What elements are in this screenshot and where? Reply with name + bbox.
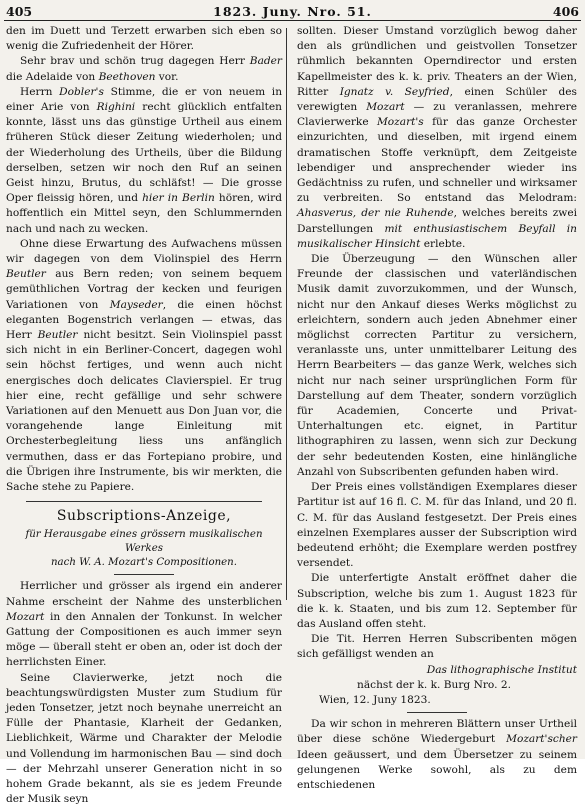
header-rule — [4, 20, 581, 21]
short-rule — [407, 712, 467, 713]
column-divider — [286, 28, 287, 600]
paragraph: Sehr brav und schön trug dagegen Herr Bader die Adelaide von Beethoven vor. — [6, 55, 282, 83]
short-rule — [114, 574, 174, 575]
page-number-right: 406 — [552, 4, 579, 19]
paragraph: den im Duett und Terzett erwarben sich eben so wenig die Zufriedenheit der Hörer. — [6, 25, 282, 53]
section-heading: Subscriptions-Anzeige, — [56, 508, 232, 525]
paragraph: Herrn Dobler's Stimme, die er von neuem in einer Arie von Righini recht glücklich entfalten konnte, lässt uns das günstige Urtheil aus einem früheren Stück dieser Zeitung wiederholen; und der Wiederholung des Urtheils, über die Bildung derselben, setzen wir noch den Ruf an seinen Geist hinzu, Brutus, du schläfst! — Die grosse Oper fleissig hören, und hier in Berlin hören, wird hoffentlich ein Mittel seyn, den Schlummernden nach und nach zu wecken. — [6, 85, 283, 235]
paragraph: Die unterfertigte Anstalt eröffnet daher die Subscription, welche bis zum 1. August 1823 für die k. k. Staaten, und bis zum 12. September für das Ausland offen steht. — [297, 572, 577, 630]
paragraph: Herrlicher und grösser als irgend ein anderer Nahme erscheint der Nahme des unsterblichen Mozart in den Annalen der Tonkunst. In welcher Gattung der Compositionen es auch immer seyn möge — überall steht er oben an, oder ist doch der herrlichsten Einer. — [6, 580, 282, 669]
issue-title: 1823. Juny. Nro. 51. — [213, 4, 372, 19]
paragraph: Die Tit. Herren Herren Subscribenten mögen sich gefälligst wenden an — [297, 633, 577, 661]
left-column — [6, 24, 282, 807]
signature-institute: Das lithographische Institut — [426, 663, 577, 676]
section-subheading: nach W. A. Mozart's Compositionen. — [51, 557, 237, 569]
date-line: Wien, 12. Juny 1823. — [319, 693, 431, 706]
page-header — [0, 2, 585, 22]
paragraph: Da wir schon in mehreren Blättern unser Urtheil über diese schöne Wiedergeburt Mozart'scher Ideen geäussert, und dem Übersetzer zu seinem gelungenen Werke sowohl, als zu dem entschiedenen — [297, 718, 577, 791]
paragraph: Ohne diese Erwartung des Aufwachens müssen wir dagegen von dem Violinspiel des Herrn Beutler aus Bern reden; von seinem bequem gemüthlichen Vortrag der kecken und feurigen Variationen von Mayseder, die einen höchst eleganten Bogenstrich verlangen — etwas, das Herr Beutler nicht besitzt. Sein Violinspiel passt sich nicht in ein Berliner-Concert, dagegen wohl sein höchst fertiges, und wenn auch nicht energisches doch delicates Clavierspiel. Er trug hier eine, recht gefällige und sehr schwere Variationen auf den Menuett aus Don Juan vor, die vorangehende lange Einleitung mit Orchesterbegleitung liess uns anfänglich vermuthen, dass er das Fortepiano probire, und die Übrigen ihre Instrumente, bis wir merkten, die Sache stehe zu Papiere. — [6, 237, 282, 494]
section-subheading: für Herausgabe eines grössern musikalischen Werkes — [25, 529, 263, 555]
page-number-left: 405 — [6, 4, 33, 19]
right-column — [297, 24, 577, 793]
paragraph: Seine Clavierwerke, jetzt noch die beachtungswürdigsten Muster zum Studium für jeden Tonsetzer, jetzt noch beynahe unerreicht an Fülle der Phantasie, Klarheit der Gedanken, Lieblichkeit, Wärme und Charakter der Melodie und Vollendung im harmonischen Bau — sind doch — der Mehrzahl unserer Generation nicht in so hohem Grade bekannt, als sie es jedem Freunde der Musik seyn — [6, 671, 282, 806]
section-rule — [26, 501, 262, 502]
signature-address: nächst der k. k. Burg Nro. 2. — [357, 678, 511, 691]
paragraph: Der Preis eines vollständigen Exemplares dieser Partitur ist auf 16 fl. C. M. für das Inland, und 20 fl. C. M. für das Ausland festgesetzt. Der Preis eines einzelnen Exemplares ausser der Subscription wird bedeutend erhöht; die Exemplare werden postfrey versendet. — [297, 481, 577, 570]
paragraph: Die Überzeugung — den Wünschen aller Freunde der classischen und vaterländischen Musik damit zuvorzukommen, und der Wunsch, nicht nur den Ankauf dieses Werks möglichst zu erleichtern, sondern auch jeden Abnehmer einer möglichst correcten Partitur zu versichern, veranlasste uns, unter unmittelbarer Leitung des Herrn Bearbeiters — das ganze Werk, welches sich nicht nur nach seiner ursprünglichen Form für Darstellung auf dem Theater, sondern vorzüglich für Academien, Concerte und Privat-Unterhaltungen etc. eignet, in Partitur lithographiren zu lassen, wenn sich zur Deckung der sehr bedeutenden Kosten, eine hinlängliche Anzahl von Subscribenten gefunden haben wird. — [297, 253, 577, 478]
paragraph: sollten. Dieser Umstand vorzüglich bewog daher den als gründlichen und geistvollen Tonsetzer rühmlich bekannten Operndirector und ersten Kapellmeister des k. k. priv. Theaters an der Wien, Ritter Ignatz v. Seyfried, einen Schüler des verewigten Mozart — zu veranlassen, mehrere Clavierwerke Mozart's für das ganze Orchester einzurichten, und dieselben, mit irgend einem dramatischen Stoffe verknüpft, dem Zeitgeiste lebendiger und ansprechender wieder ins Gedächtniss zu rufen, und schneller und wirksamer zu verbreiten. So entstand das Melodram: Ahasverus, der nie Ruhende, welches bereits zwei Darstellungen mit enthusiastischem Beyfall in musikalischer Hinsicht erlebte. — [297, 25, 578, 250]
